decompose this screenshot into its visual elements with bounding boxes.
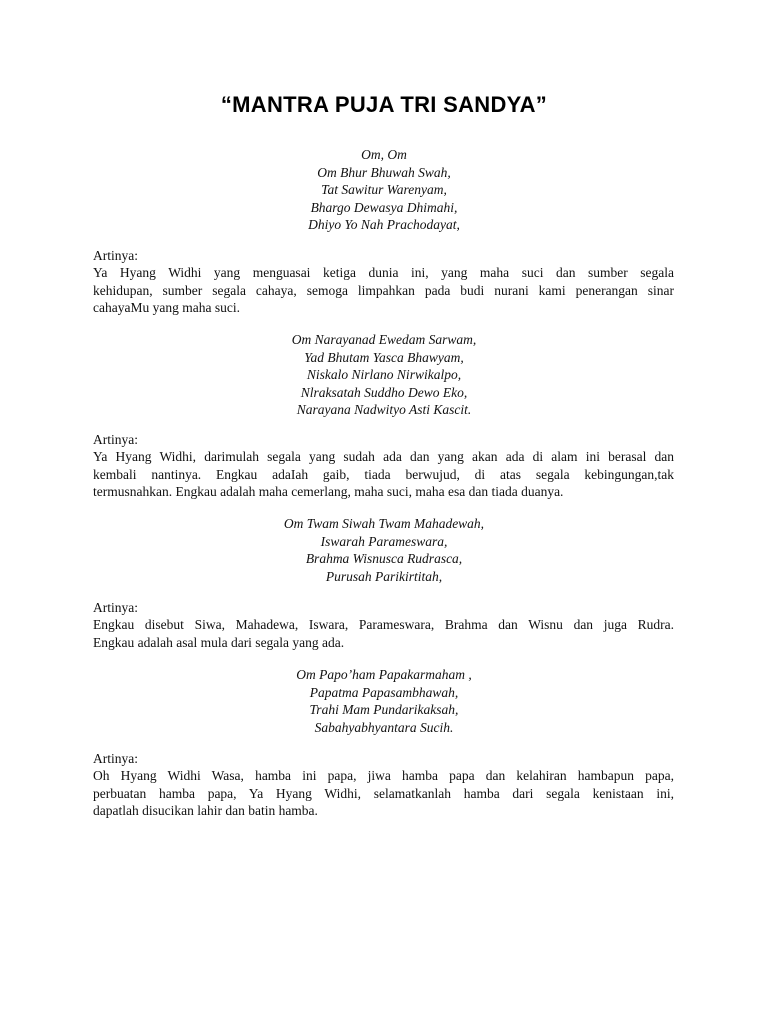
mantra-line: Purusah Parikirtitah, xyxy=(325,568,443,584)
meaning-label-4: Artinya: xyxy=(93,751,138,766)
paragraph-line: Oh Hyang Widhi Wasa, hamba ini papa, jiwa hamba papa dan kelahiran hambapun papa, xyxy=(93,768,674,783)
meaning-paragraph-1 xyxy=(93,264,674,317)
mantra-line: Sabahyabhyantara Sucih. xyxy=(314,719,454,735)
mantra-line: Papatma Papasambhawah, xyxy=(309,684,459,700)
paragraph-line: dapatlah disucikan lahir dan batin hamba. xyxy=(93,803,318,819)
meaning-paragraph-4 xyxy=(93,767,674,820)
document-title: “MANTRA PUJA TRI SANDYA” xyxy=(220,92,548,117)
paragraph-line: Ya Hyang Widhi yang menguasai ketiga dunia ini, yang maha suci dan sumber segala xyxy=(93,265,674,280)
paragraph-line: Engkau disebut Siwa, Mahadewa, Iswara, Parameswara, Brahma dan Wisnu dan juga Rudra. xyxy=(93,617,674,632)
paragraph-line: kehidupan, sumber segala cahaya, semoga limpahkan pada budi nurani kami penerangan sinar xyxy=(93,282,674,298)
mantra-line: Yad Bhutam Yasca Bhawyam, xyxy=(304,349,464,365)
mantra-line: Om Papo’ham Papakarmaham , xyxy=(296,667,472,682)
paragraph-line: kembali nantinya. Engkau adaIah gaib, tiada berwujud, di atas segala kebingungan,tak xyxy=(93,466,674,482)
meaning-label-2: Artinya: xyxy=(93,432,138,447)
mantra-block-3 xyxy=(0,515,768,585)
mantra-line: Niskalo Nirlano Nirwikalpo, xyxy=(306,367,462,383)
meaning-paragraph-2 xyxy=(93,448,674,501)
mantra-line: Nlraksatah Suddho Dewo Eko, xyxy=(300,384,468,400)
mantra-block-1 xyxy=(0,146,768,234)
paragraph-line: Engkau adalah asal mula dari segala yang ada. xyxy=(93,634,345,650)
mantra-line: Narayana Nadwityo Asti Kascit. xyxy=(296,402,472,418)
mantra-block-4 xyxy=(0,666,768,736)
meaning-paragraph-3 xyxy=(93,616,674,651)
mantra-line: Tat Sawitur Warenyam, xyxy=(321,182,447,198)
paragraph-line: perbuatan hamba papa, Ya Hyang Widhi, selamatkanlah hamba dari segala kenistaan ini, xyxy=(93,785,674,801)
meaning-label-1: Artinya: xyxy=(93,248,138,263)
mantra-line: Om, Om xyxy=(361,147,407,162)
mantra-line: Om Bhur Bhuwah Swah, xyxy=(317,164,451,180)
paragraph-line: termusnahkan. Engkau adalah maha cemerlang, maha suci, maha esa dan tiada duanya. xyxy=(93,484,564,500)
mantra-line: Om Twam Siwah Twam Mahadewah, xyxy=(283,516,485,531)
mantra-line: Om Narayanad Ewedam Sarwam, xyxy=(291,332,477,347)
mantra-line: Dhiyo Yo Nah Prachodayat, xyxy=(308,217,460,233)
meaning-label-3: Artinya: xyxy=(93,600,138,615)
mantra-line: Brahma Wisnusca Rudrasca, xyxy=(305,551,463,567)
mantra-line: Bhargo Dewasya Dhimahi, xyxy=(310,199,458,215)
mantra-line: Iswarah Parameswara, xyxy=(320,533,448,549)
paragraph-line: cahayaMu yang maha suci. xyxy=(93,300,240,316)
mantra-block-2 xyxy=(0,331,768,419)
paragraph-line: Ya Hyang Widhi, darimulah segala yang sudah ada dan yang akan ada di alam ini berasal dan xyxy=(93,449,674,464)
mantra-line: Trahi Mam Pundarikaksah, xyxy=(309,702,459,718)
